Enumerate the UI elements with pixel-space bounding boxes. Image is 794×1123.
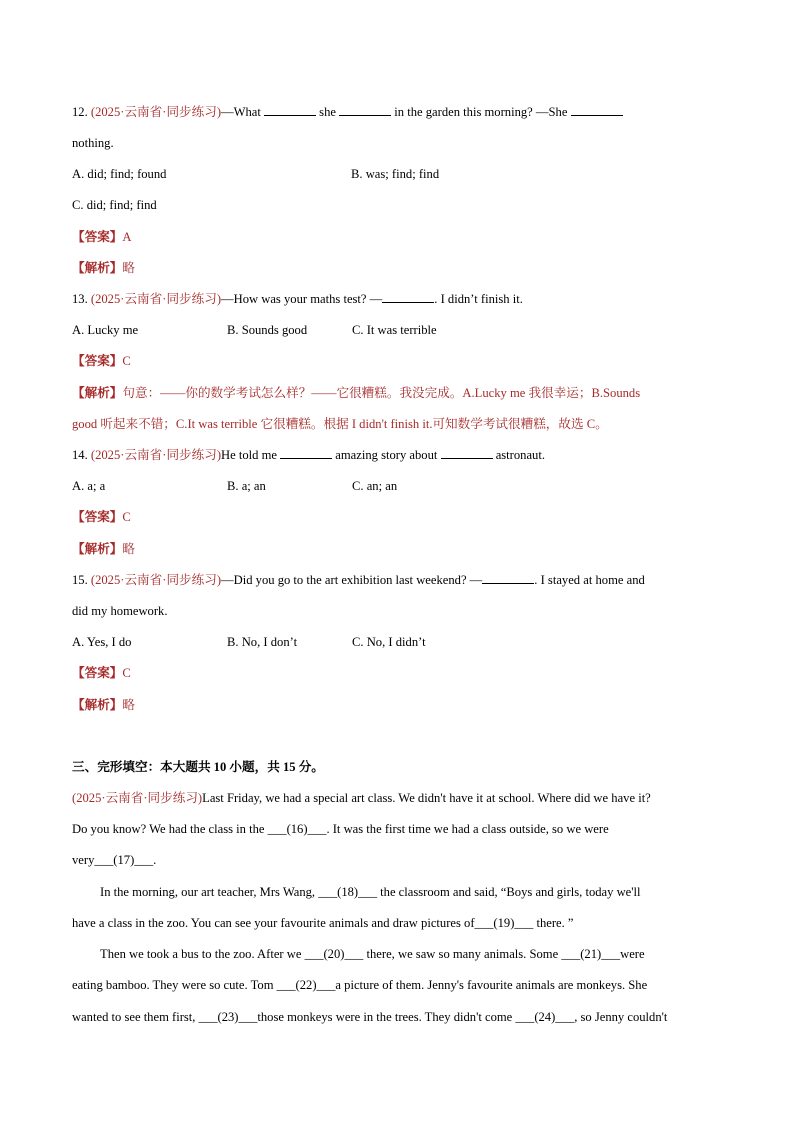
question-number: 13. — [72, 292, 91, 306]
answer-value: C — [122, 354, 131, 368]
analysis-text: 略 — [122, 542, 135, 556]
question-number: 12. — [72, 105, 91, 119]
q15-stem-line2: did my homework. — [72, 604, 168, 618]
cloze-blank-17: ___(17)___ — [94, 853, 154, 867]
option-b: B. was; find; find — [351, 167, 440, 181]
answer-label: 【答案】 — [72, 354, 123, 368]
passage-line: eating bamboo. They were so cute. Tom ___(22)___a picture of them. Jenny's favourite animals are monkeys. She — [72, 978, 648, 992]
cloze-blank-19: ___(19)___ — [474, 916, 534, 930]
option-c: C. an; an — [352, 479, 398, 493]
q13-analysis-line1 — [72, 385, 734, 401]
blank — [441, 447, 493, 459]
passage-line: (2025·云南省·同步练习)Last Friday, we had a special art class. We didn't have it at school. Where did we have it? — [72, 791, 651, 805]
cloze-blank-24: ___(24)___ — [515, 1010, 575, 1024]
cloze-blank-20: ___(20)___ — [304, 947, 364, 961]
question-number: 15. — [72, 573, 91, 587]
analysis-text: 略 — [122, 261, 135, 275]
analysis-text: 略 — [122, 698, 135, 712]
q14-analysis — [72, 541, 734, 557]
answer-value: A — [122, 230, 132, 244]
source-tag: (2025·云南省·同步练习) — [90, 448, 222, 462]
answer-label: 【答案】 — [72, 230, 123, 244]
option-b: B. Sounds good — [227, 323, 308, 337]
option-a: A. Lucky me — [72, 323, 139, 337]
blank — [382, 291, 434, 303]
cloze-blank-21: ___(21)___ — [561, 947, 621, 961]
option-a: A. did; find; found — [72, 167, 167, 181]
answer-value: C — [122, 666, 131, 680]
cloze-blank-16: ___(16)___ — [267, 822, 327, 836]
blank — [339, 104, 391, 116]
q12-stem-line1: 12. (2025·云南省·同步练习)—What she in the garden this morning? —She — [72, 104, 734, 120]
q15-answer — [72, 665, 734, 681]
q12-analysis — [72, 260, 734, 276]
analysis-label: 【解析】 — [72, 698, 123, 712]
option-c: C. It was terrible — [352, 323, 437, 337]
answer-label: 【答案】 — [72, 666, 123, 680]
cloze-blank-23: ___(23)___ — [198, 1010, 258, 1024]
q15-analysis — [72, 697, 734, 713]
answer-label: 【答案】 — [72, 510, 123, 524]
blank — [264, 104, 316, 116]
option-b: B. a; an — [227, 479, 266, 493]
source-tag: (2025·云南省·同步练习) — [90, 292, 222, 306]
blank — [571, 104, 623, 116]
blank — [280, 447, 332, 459]
option-a: A. a; a — [72, 479, 106, 493]
option-a: A. Yes, I do — [72, 635, 132, 649]
analysis-label: 【解析】 — [72, 542, 123, 556]
option-c: C. did; find; find — [72, 198, 157, 212]
passage-line: In the morning, our art teacher, Mrs Wang, ___(18)___ the classroom and said, “Boys and girls, today we'll — [100, 885, 641, 899]
q12-stem-line2: nothing. — [72, 136, 114, 150]
q15-stem-line1: 15. (2025·云南省·同步练习)—Did you go to the art exhibition last weekend? — . I stayed at home and — [72, 573, 645, 587]
q13-stem: 13. (2025·云南省·同步练习)—How was your maths test? — . I didn’t finish it. — [72, 292, 523, 306]
source-tag: (2025·云南省·同步练习) — [72, 791, 203, 805]
q14-stem: 14. (2025·云南省·同步练习)He told me amazing story about astronaut. — [72, 448, 546, 462]
answer-value: C — [122, 510, 131, 524]
q14-answer — [72, 509, 734, 525]
q13-analysis-line2: good 听起来不错；C.It was terrible 它很糟糕。根据 I didn't finish it.可知数学考试很糟糕，故选 C。 — [72, 417, 608, 431]
cloze-blank-22: ___(22)___ — [276, 978, 336, 992]
passage-line: very___(17)___. — [72, 853, 157, 867]
passage-line: wanted to see them first, ___(23)___those monkeys were in the trees. They didn't come ___(24)___, so Jenny couldn't — [72, 1010, 668, 1024]
analysis-label: 【解析】 — [72, 386, 123, 400]
option-c: C. No, I didn’t — [352, 635, 426, 649]
q13-answer — [72, 353, 734, 369]
passage-line: have a class in the zoo. You can see your favourite animals and draw pictures of___(19)___ there. ” — [72, 916, 574, 930]
option-b: B. No, I don’t — [227, 635, 298, 649]
analysis-text: 句意：——你的数学考试怎么样？——它很糟糕。我没完成。A.Lucky me 我很幸运；B.Sounds — [122, 386, 641, 400]
passage-line: Do you know? We had the class in the ___(16)___. It was the first time we had a class outside, so we were — [72, 822, 609, 836]
source-tag: (2025·云南省·同步练习) — [90, 573, 222, 587]
passage-line: Then we took a bus to the zoo. After we ___(20)___ there, we saw so many animals. Some ___(21)___were — [100, 947, 645, 961]
cloze-blank-18: ___(18)___ — [318, 885, 377, 899]
blank — [482, 572, 534, 584]
analysis-label: 【解析】 — [72, 261, 123, 275]
q12-answer — [72, 229, 734, 245]
source-tag: (2025·云南省·同步练习) — [90, 105, 222, 119]
question-number: 14. — [72, 448, 91, 462]
section-title: 三、完形填空：本大题共 10 小题，共 15 分。 — [72, 760, 324, 774]
